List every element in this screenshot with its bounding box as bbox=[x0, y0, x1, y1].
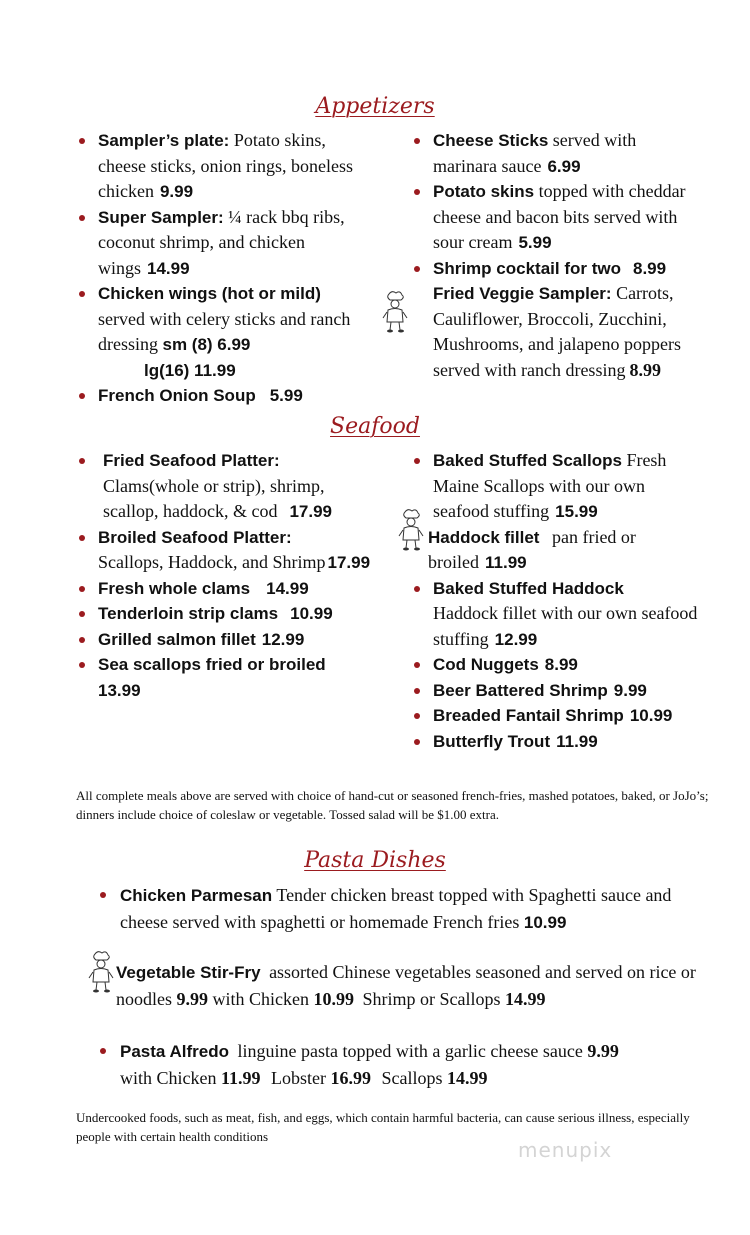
menu-item: Sampler’s plate: Potato skins, cheese sticks, onion rings, boneless chicken 9.99 bbox=[76, 128, 376, 205]
chef-icon bbox=[380, 290, 410, 334]
food-safety-warning: Undercooked foods, such as meat, fish, and eggs, which contain harmful bacteria, can cause serious illness, especially people with certain health conditions bbox=[76, 1110, 690, 1144]
seafood-heading: Seafood bbox=[330, 414, 420, 439]
meals-note: All complete meals above are served with choice of hand-cut or seasoned french-fries, mashed potatoes, baked, or JoJo’s; dinners include choice of coleslaw or vegetable. Tossed salad will be $1.00 extra. bbox=[76, 788, 709, 822]
appetizers-left-list bbox=[76, 128, 376, 409]
menu-item: Baked Stuffed Scallops Fresh Maine Scallops with our own seafood stuffing 15.99 bbox=[411, 448, 701, 525]
appetizers-right-list bbox=[411, 128, 701, 383]
menu-item: Fried Veggie Sampler: Carrots, Cauliflower, Broccoli, Zucchini, Mushrooms, and jalapeno poppers served with ranch dressing 8.99 bbox=[433, 283, 681, 380]
menu-item: Shrimp cocktail for two 8.99 bbox=[411, 256, 701, 282]
menu-item: Baked Stuffed Haddock Haddock fillet with our own seafood stuffing 12.99 bbox=[411, 576, 701, 653]
menu-item: Grilled salmon fillet 12.99 bbox=[76, 627, 376, 653]
menu-item: Potato skins topped with cheddar cheese and bacon bits served with sour cream 5.99 bbox=[411, 179, 701, 256]
menu-item: Vegetable Stir-Fry assorted Chinese vegetables seasoned and served on rice or noodles 9.99 with Chicken 10.99 Shrimp or Scallops 14.99 bbox=[116, 962, 696, 1009]
menu-item: Cheese Sticks served with marinara sauce 6.99 bbox=[411, 128, 701, 179]
menu-item: French Onion Soup 5.99 bbox=[76, 383, 376, 409]
menu-item: Breaded Fantail Shrimp 10.99 bbox=[411, 703, 701, 729]
menu-item: Cod Nuggets 8.99 bbox=[411, 652, 701, 678]
menu-item: Chicken wings (hot or mild) served with celery sticks and ranch dressing sm (8) 6.99 lg(16) 11.99 bbox=[76, 281, 376, 383]
chef-icon bbox=[86, 950, 116, 994]
seafood-right-list bbox=[411, 448, 701, 754]
appetizers-heading: Appetizers bbox=[315, 94, 435, 119]
menu-item: Beer Battered Shrimp 9.99 bbox=[411, 678, 701, 704]
menu-item: Sea scallops fried or broiled 13.99 bbox=[76, 652, 376, 703]
menu-item: Pasta Alfredo linguine pasta topped with a garlic cheese sauce 9.99 with Chicken 11.99 Lobster 16.99 Scallops 14.99 bbox=[96, 1038, 716, 1091]
pasta-list-2 bbox=[96, 1038, 716, 1091]
menu-item: Super Sampler: ¼ rack bbq ribs, coconut shrimp, and chicken wings 14.99 bbox=[76, 205, 376, 282]
pasta-list-1 bbox=[96, 882, 716, 936]
chef-icon bbox=[396, 508, 426, 552]
seafood-left-list bbox=[76, 448, 376, 703]
menu-item: Haddock fillet pan fried or broiled 11.99 bbox=[428, 526, 636, 572]
watermark: menupix bbox=[518, 1138, 613, 1162]
menu-item: Tenderloin strip clams 10.99 bbox=[76, 601, 376, 627]
menu-item: Butterfly Trout 11.99 bbox=[411, 729, 701, 755]
menu-item: Fried Seafood Platter: Clams(whole or strip), shrimp, scallop, haddock, & cod 17.99 bbox=[76, 448, 376, 525]
menu-item: Broiled Seafood Platter: Scallops, Haddock, and Shrimp 17.99 bbox=[76, 525, 376, 576]
menu-item: Chicken Parmesan Tender chicken breast topped with Spaghetti sauce and cheese served with spaghetti or homemade French fries 10.99 bbox=[96, 882, 716, 936]
pasta-heading: Pasta Dishes bbox=[304, 848, 446, 873]
menu-item: Fresh whole clams 14.99 bbox=[76, 576, 376, 602]
